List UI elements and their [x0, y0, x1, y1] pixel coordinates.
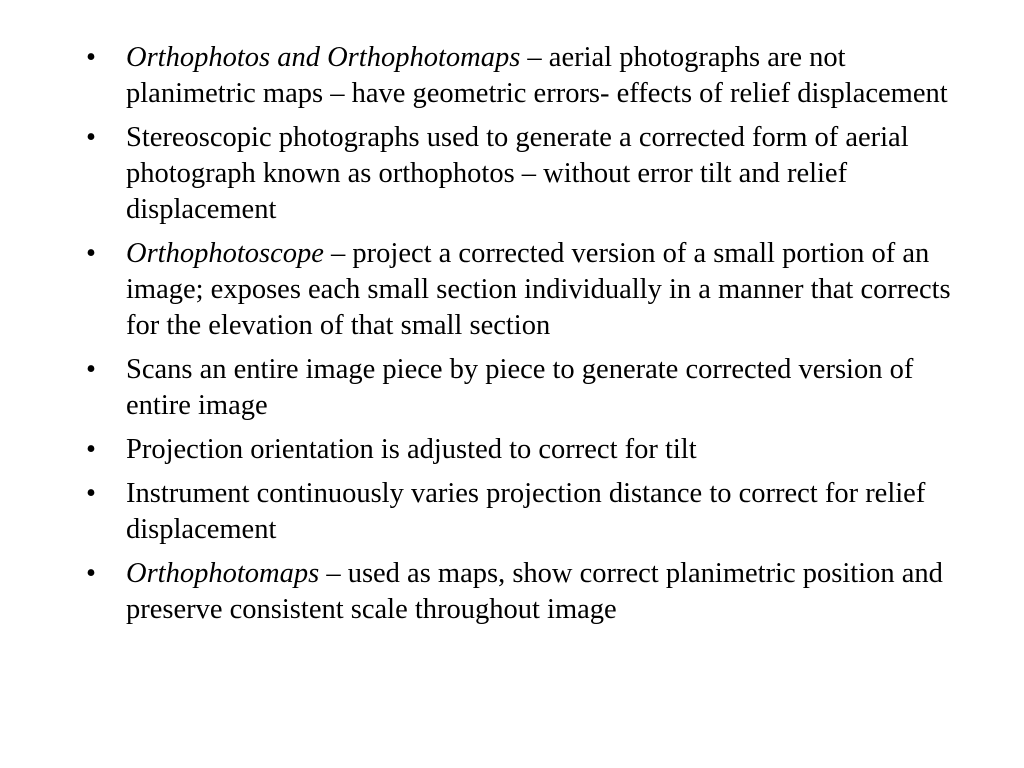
bullet-text: – aerial photographs are not planimetric maps – have geometric errors- effects of relief displacement	[126, 42, 948, 109]
bullet-item-stereoscopic	[86, 120, 966, 228]
bullet-list	[86, 40, 966, 636]
bullet-icon: •	[86, 478, 96, 509]
bullet-item-orthophotomaps	[86, 556, 966, 628]
bullet-text: Projection orientation is adjusted to correct for tilt	[126, 434, 697, 465]
bullet-text: Stereoscopic photographs used to generate a corrected form of aerial photograph known as orthophotos – without error tilt and relief displacement	[126, 122, 909, 225]
bullet-term: Orthophotomaps	[126, 558, 320, 589]
bullet-text: – project a corrected version of a small portion of an image; exposes each small section individually in a manner that corrects for the elevation of that small section	[126, 238, 951, 341]
bullet-text: Instrument continuously varies projection distance to correct for relief displacement	[126, 478, 926, 545]
bullet-icon: •	[86, 122, 96, 153]
bullet-icon: •	[86, 42, 96, 73]
bullet-icon: •	[86, 558, 96, 589]
bullet-item-orthophotos	[86, 40, 966, 112]
bullet-term: Orthophotoscope	[126, 238, 324, 269]
bullet-term: Orthophotos and Orthophotomaps	[126, 42, 521, 73]
bullet-icon: •	[86, 238, 96, 269]
bullet-item-scans	[86, 352, 966, 424]
bullet-icon: •	[86, 434, 96, 465]
bullet-item-instrument	[86, 476, 966, 548]
bullet-item-projection	[86, 432, 966, 468]
bullet-icon: •	[86, 354, 96, 385]
bullet-item-orthophotoscope	[86, 236, 966, 344]
bullet-text: – used as maps, show correct planimetric position and preserve consistent scale throughout image	[126, 558, 943, 625]
bullet-text: Scans an entire image piece by piece to generate corrected version of entire image	[126, 354, 914, 421]
